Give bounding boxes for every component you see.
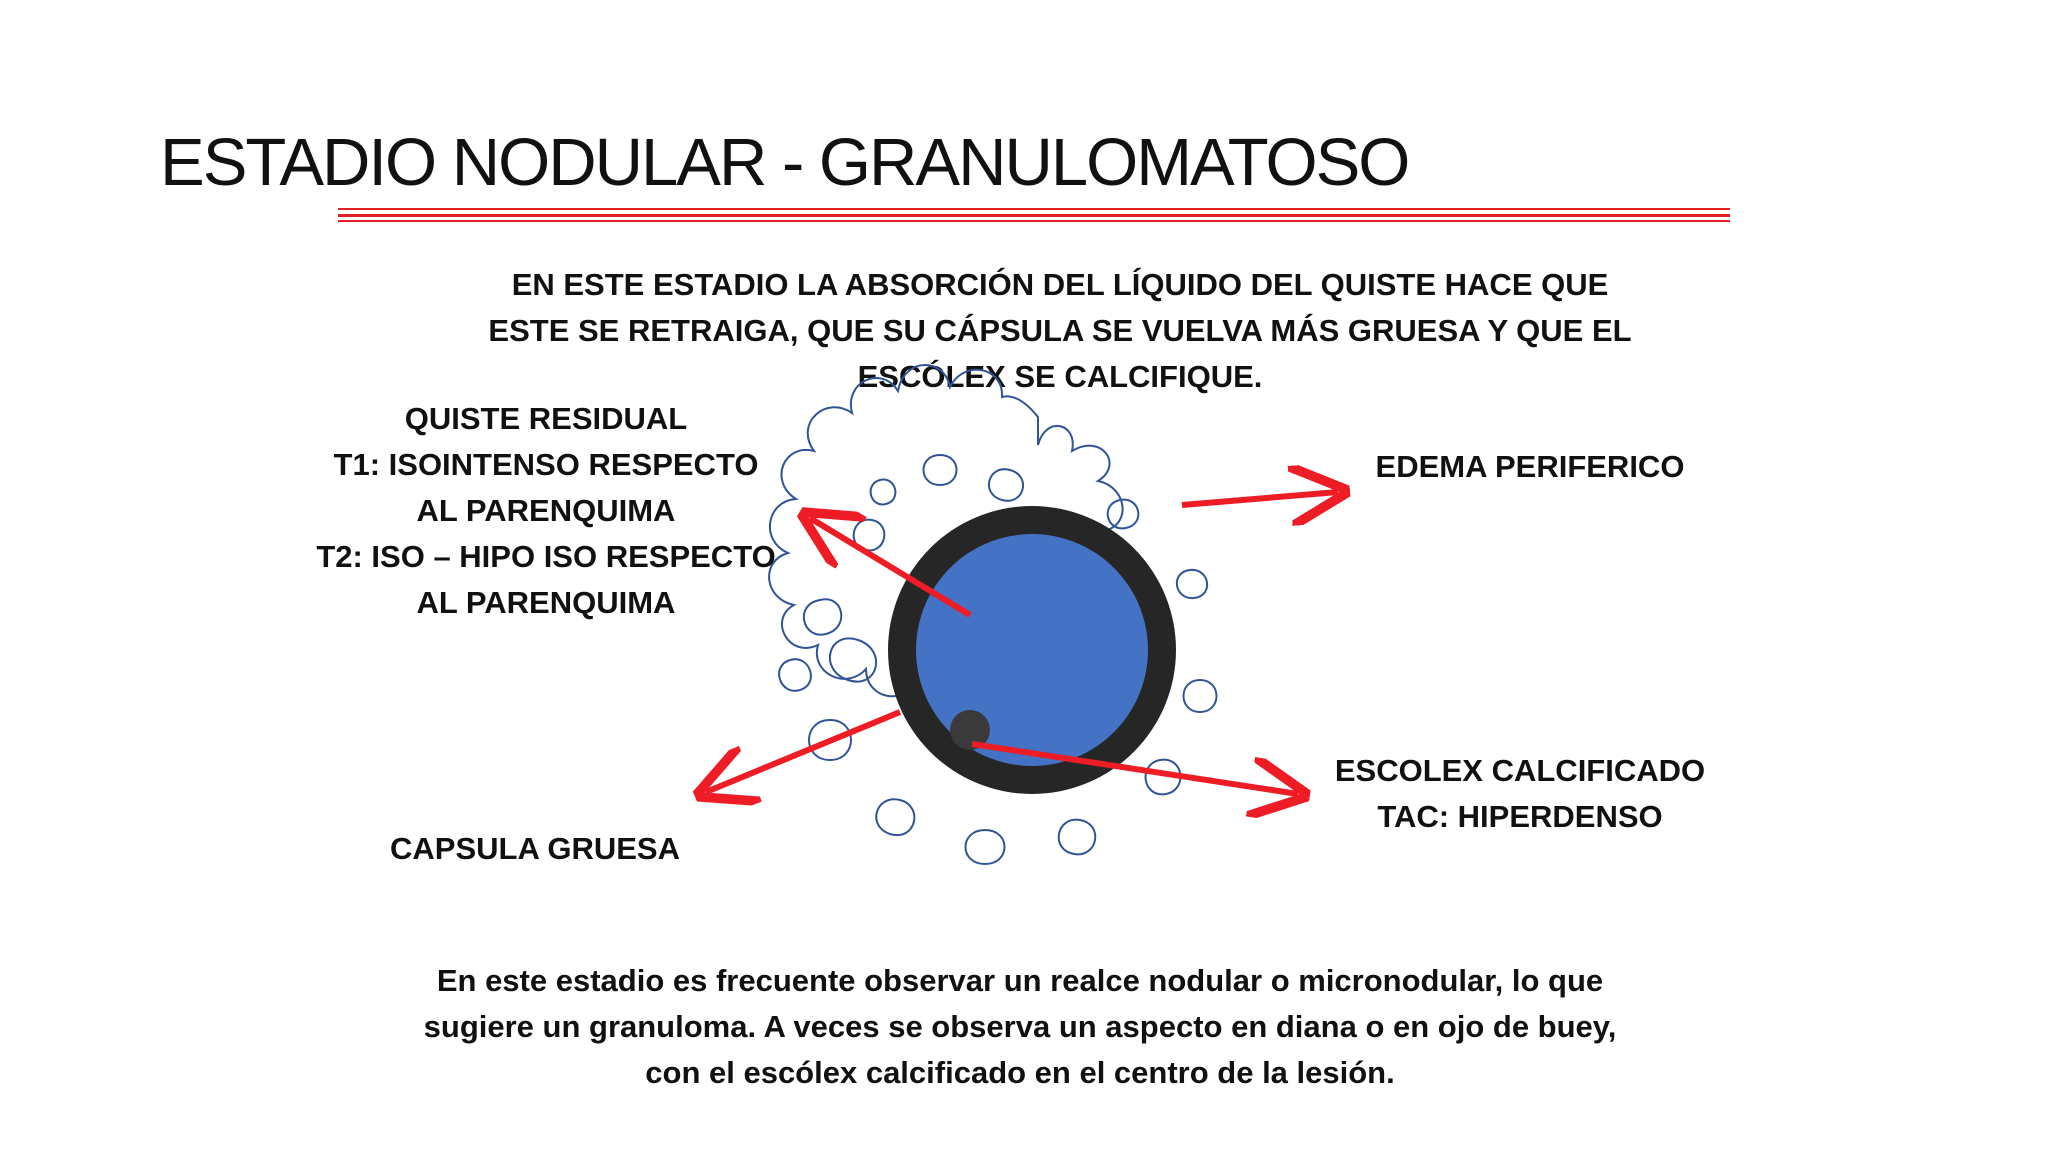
- footer-line: sugiere un granuloma. A veces se observa un aspecto en diana o en ojo de buey,: [423, 1009, 1617, 1044]
- label-line: AL PARENQUIMA: [416, 493, 676, 528]
- label-line: T1: ISOINTENSO RESPECTO: [333, 447, 759, 482]
- label-edema-periferico: EDEMA PERIFERICO: [1375, 449, 1685, 484]
- label-capsula-gruesa: CAPSULA GRUESA: [390, 831, 680, 866]
- footer-line: con el escólex calcificado en el centro de la lesión.: [645, 1055, 1395, 1090]
- label-line: TAC: HIPERDENSO: [1377, 799, 1663, 834]
- label-escolex-calcificado: [1300, 748, 1740, 840]
- intro-line: EN ESTE ESTADIO LA ABSORCIÓN DEL LÍQUIDO DEL QUISTE HACE QUE: [511, 267, 1609, 302]
- label-line: ESCOLEX CALCIFICADO: [1334, 753, 1706, 788]
- label-line: T2: ISO – HIPO ISO RESPECTO: [316, 539, 776, 574]
- arrow-capsula: [706, 712, 900, 792]
- label-line: QUISTE RESIDUAL: [404, 401, 688, 436]
- footer-text: [340, 958, 1700, 1096]
- label-line: AL PARENQUIMA: [416, 585, 676, 620]
- page-title: ESTADIO NODULAR - GRANULOMATOSO: [160, 125, 1409, 200]
- label-quiste-residual: [296, 396, 796, 626]
- footer-line: En este estadio es frecuente observar un realce nodular o micronodular, lo que: [436, 963, 1604, 998]
- arrow-edema: [1182, 492, 1338, 505]
- intro-line: ESCÓLEX SE CALCIFIQUE.: [857, 359, 1263, 394]
- intro-line: ESTE SE RETRAIGA, QUE SU CÁPSULA SE VUELVA MÁS GRUESA Y QUE EL: [488, 313, 1632, 348]
